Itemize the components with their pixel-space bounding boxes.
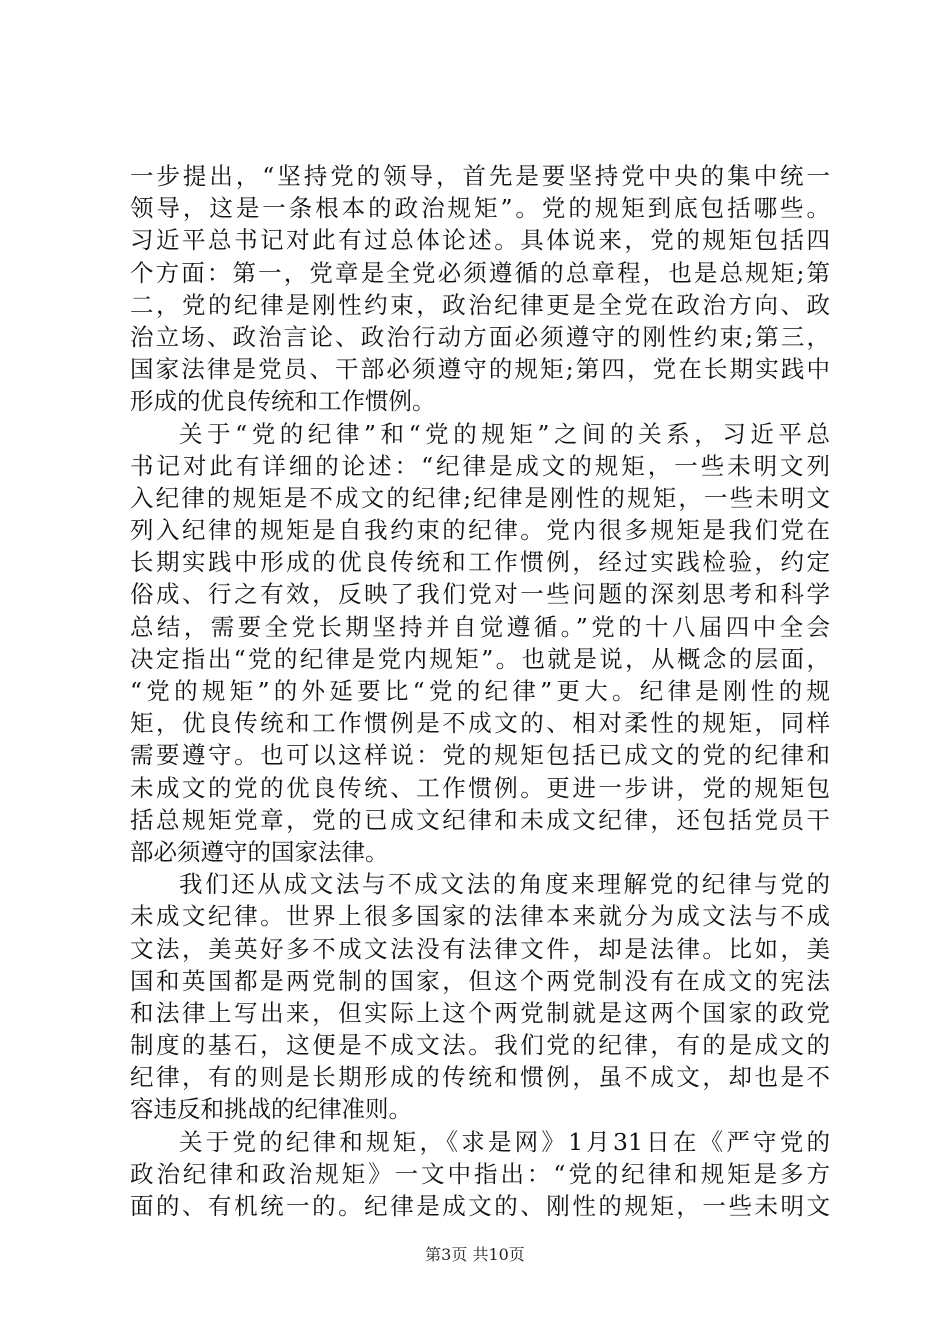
text-line: 治立场、政治言论、政治行动方面必须遵守的刚性约束;第三， bbox=[130, 322, 830, 351]
text-line: 习近平总书记对此有过总体论述。具体说来，党的规矩包括四 bbox=[130, 226, 830, 255]
text-line: 未成文的党的优良传统、工作惯例。更进一步讲，党的规矩包 bbox=[130, 773, 830, 802]
text-line: 书记对此有详细的论述：“纪律是成文的规矩，一些未明文列 bbox=[130, 451, 830, 480]
paragraph bbox=[130, 1126, 830, 1223]
text-line: 需要遵守。也可以这样说：党的规矩包括已成文的党的纪律和 bbox=[130, 741, 830, 770]
text-line: 决定指出“党的纪律是党内规矩”。也就是说，从概念的层面， bbox=[130, 644, 830, 673]
text-line: 和法律上写出来，但实际上这个两党制就是这两个国家的政党 bbox=[130, 998, 830, 1027]
text-line: 矩，优良传统和工作惯例是不成文的、相对柔性的规矩，同样 bbox=[130, 709, 830, 738]
text-line: 个方面：第一，党章是全党必须遵循的总章程，也是总规矩;第 bbox=[130, 258, 830, 287]
text-line: 未成文纪律。世界上很多国家的法律本来就分为成文法与不成 bbox=[130, 902, 830, 931]
text-line: 国家法律是党员、干部必须遵守的规矩;第四，党在长期实践中 bbox=[130, 355, 830, 384]
text-line: 形成的优良传统和工作惯例。 bbox=[130, 387, 436, 416]
text-line: 关于党的纪律和规矩，《求是网》1月31日在《严守党的 bbox=[179, 1127, 830, 1156]
text-line: 政治纪律和政治规矩》一文中指出：“党的纪律和规矩是多方 bbox=[130, 1159, 830, 1188]
document-body bbox=[130, 160, 830, 1222]
text-line: 长期实践中形成的优良传统和工作惯例，经过实践检验，约定 bbox=[130, 548, 830, 577]
text-line: 纪律，有的则是长期形成的传统和惯例，虽不成文，却也是不 bbox=[130, 1063, 830, 1092]
text-line: 关于“党的纪律”和“党的规矩”之间的关系，习近平总 bbox=[179, 419, 830, 448]
text-line: 入纪律的规矩是不成文的纪律;纪律是刚性的规矩，一些未明文 bbox=[130, 483, 830, 512]
text-line: 制度的基石，这便是不成文法。我们党的纪律，有的是成文的 bbox=[130, 1031, 830, 1060]
text-line: 俗成、行之有效，反映了我们党对一些问题的深刻思考和科学 bbox=[130, 580, 830, 609]
text-line: “党的规矩”的外延要比“党的纪律”更大。纪律是刚性的规 bbox=[130, 677, 830, 705]
page-footer: 第3页 共10页 bbox=[425, 1245, 525, 1264]
text-line: 括总规矩党章，党的已成文纪律和未成文纪律，还包括党员干 bbox=[130, 805, 830, 834]
text-line: 领导，这是一条根本的政治规矩”。党的规矩到底包括哪些。 bbox=[130, 194, 830, 223]
text-line: 文法，美英好多不成文法没有法律文件，却是法律。比如，美 bbox=[130, 934, 830, 963]
text-line: 面的、有机统一的。纪律是成文的、刚性的规矩，一些未明文 bbox=[130, 1192, 830, 1220]
text-line: 二，党的纪律是刚性约束，政治纪律更是全党在政治方向、政 bbox=[130, 290, 830, 319]
text-line: 部必须遵守的国家法律。 bbox=[130, 837, 389, 866]
paragraph bbox=[130, 418, 830, 869]
paragraph bbox=[130, 868, 830, 1126]
text-line: 容违反和挑战的纪律准则。 bbox=[130, 1095, 412, 1124]
paragraph bbox=[130, 160, 830, 418]
text-line: 列入纪律的规矩是自我约束的纪律。党内很多规矩是我们党在 bbox=[130, 516, 830, 545]
text-line: 总结，需要全党长期坚持并自觉遵循。”党的十八届四中全会 bbox=[130, 612, 830, 641]
text-line: 我们还从成文法与不成文法的角度来理解党的纪律与党的 bbox=[179, 870, 830, 899]
text-line: 一步提出，“坚持党的领导，首先是要坚持党中央的集中统一 bbox=[130, 162, 830, 190]
text-line: 国和英国都是两党制的国家，但这个两党制没有在成文的宪法 bbox=[130, 966, 830, 995]
